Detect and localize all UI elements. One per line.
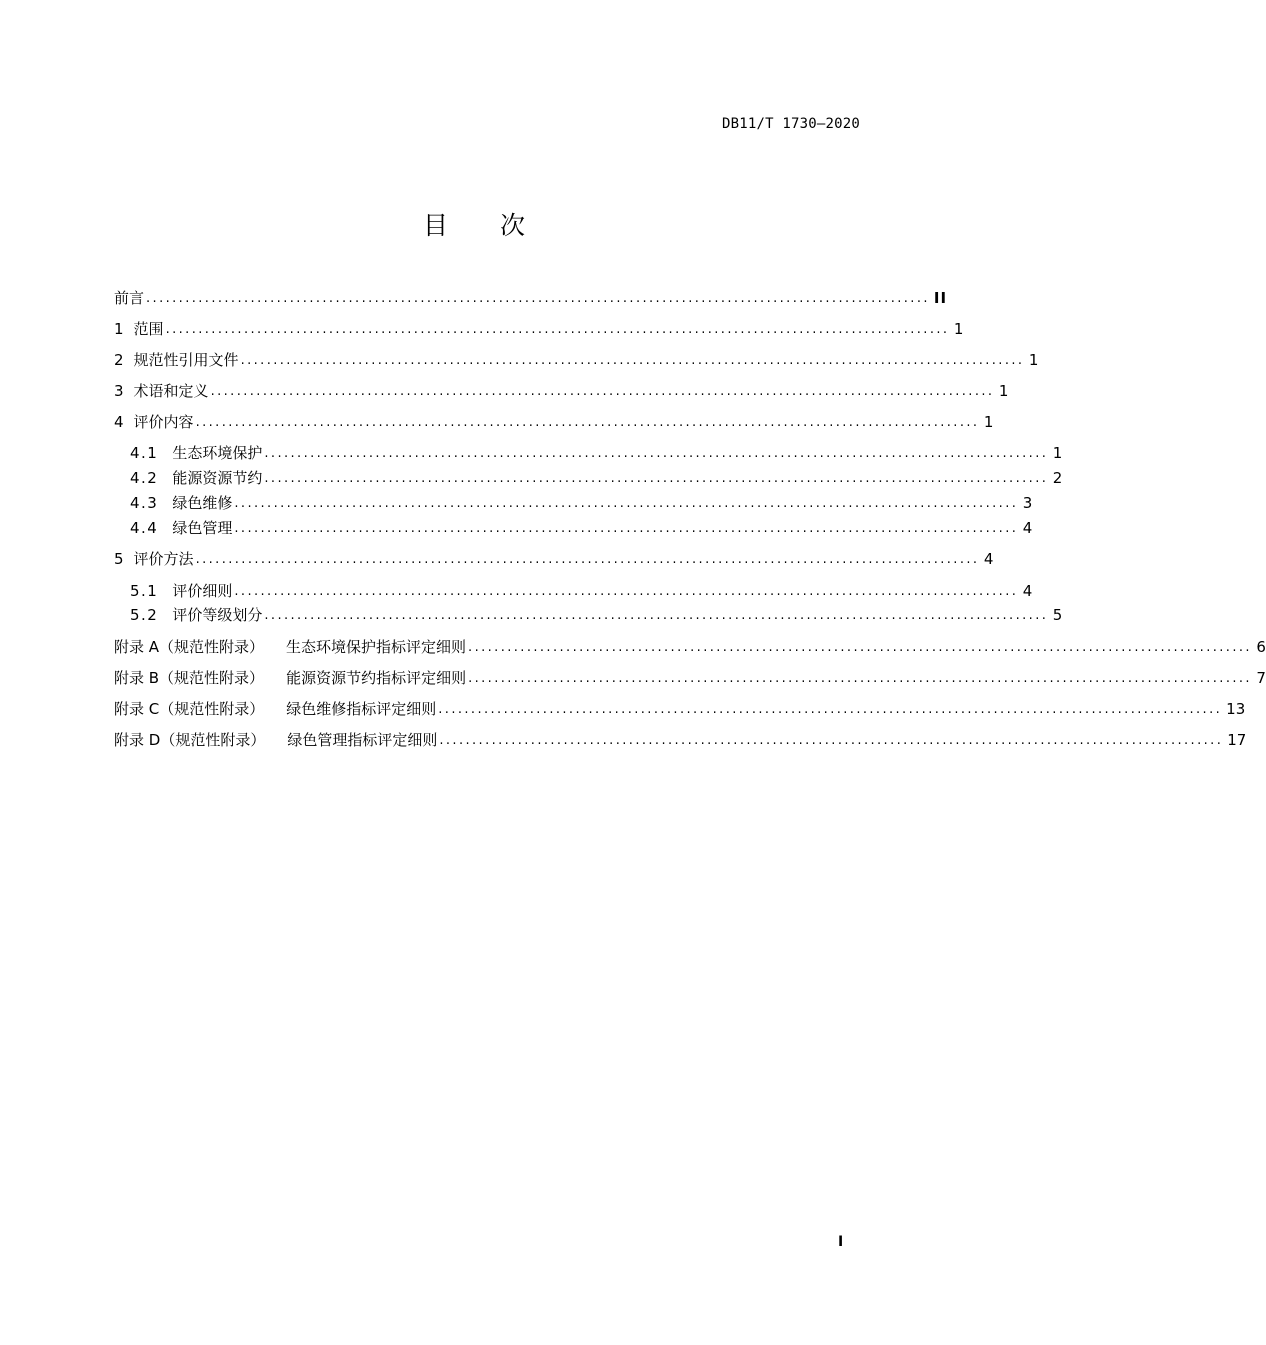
dot-leader: ........................................................................................................................ — [210, 384, 995, 399]
toc-entry-page: 5 — [1052, 606, 1063, 624]
toc-entry-4-2[interactable] — [130, 466, 1063, 490]
toc-entry-number: 5 — [114, 550, 124, 568]
toc-entry-number: 4.3 — [130, 494, 159, 512]
toc-annex-label: 附录 B（规范性附录） — [114, 669, 265, 687]
toc-entry-page: 6 — [1256, 638, 1266, 656]
toc-entry-title: 生态环境保护指标评定细则 — [286, 638, 467, 656]
toc-entry-title: 范围 — [133, 320, 164, 338]
toc-entry-title: 生态环境保护 — [172, 444, 263, 462]
toc-entry-page: 1 — [953, 320, 964, 338]
toc-entry-page: 3 — [1022, 494, 1033, 512]
title-char-1: 目 — [422, 211, 450, 240]
toc-entry-title: 评价内容 — [133, 413, 194, 431]
toc-entry-number: 4.1 — [130, 444, 159, 462]
dot-leader: ........................................................................................................................ — [234, 521, 1019, 536]
toc-entry-number: 2 — [114, 351, 124, 369]
dot-leader: ........................................................................................................................ — [234, 584, 1019, 599]
dot-leader: ........................................................................................................................ — [146, 291, 930, 306]
dot-leader: ........................................................................................................................ — [264, 471, 1049, 486]
toc-entry-5-2[interactable] — [130, 603, 1063, 627]
toc-entry-5-1[interactable] — [130, 579, 1033, 603]
toc-entry-page: 1 — [998, 382, 1009, 400]
toc-entry-title: 绿色管理指标评定细则 — [287, 731, 438, 749]
dot-leader: ........................................................................................................................ — [439, 733, 1224, 748]
toc-entry-page: 1 — [1028, 351, 1039, 369]
toc-entry-annex-a[interactable] — [114, 635, 1266, 659]
toc-entry-title: 前言 — [114, 289, 145, 307]
toc-entry-foreword[interactable] — [114, 286, 948, 310]
toc-entry-title: 绿色维修 — [172, 494, 233, 512]
toc-entry-page: 2 — [1052, 469, 1063, 487]
toc-annex-label: 附录 D（规范性附录） — [114, 731, 266, 749]
dot-leader: ........................................................................................................................ — [468, 640, 1252, 655]
toc-entry-title: 规范性引用文件 — [133, 351, 239, 369]
toc-annex-label: 附录 C（规范性附录） — [114, 700, 265, 718]
toc-entry-title: 评价细则 — [172, 582, 233, 600]
toc-entry-annex-c[interactable] — [114, 697, 1246, 721]
toc-entry-page: 13 — [1226, 700, 1246, 718]
toc-entry-page: 4 — [1022, 582, 1033, 600]
toc-entry-page: II — [933, 289, 948, 307]
title-char-2: 次 — [500, 211, 528, 240]
toc-annex-label: 附录 A（规范性附录） — [114, 638, 265, 656]
dot-leader: ........................................................................................................................ — [264, 446, 1049, 461]
toc-entry-number: 4 — [114, 413, 124, 431]
dot-leader: ........................................................................................................................ — [195, 552, 980, 567]
toc-entry-title: 评价方法 — [133, 550, 194, 568]
page-title — [0, 206, 950, 242]
toc-entry-title: 绿色管理 — [172, 519, 233, 537]
dot-leader: ........................................................................................................................ — [468, 671, 1252, 686]
toc-entry-4-4[interactable] — [130, 516, 1033, 540]
toc-entry-4[interactable] — [114, 410, 994, 434]
dot-leader: ........................................................................................................................ — [240, 353, 1025, 368]
toc-entry-number: 5.1 — [130, 582, 159, 600]
toc-entry-page: 1 — [1052, 444, 1063, 462]
toc-entry-2[interactable] — [114, 348, 1039, 372]
toc-entry-3[interactable] — [114, 379, 1009, 403]
toc-entry-title: 术语和定义 — [133, 382, 209, 400]
dot-leader: ........................................................................................................................ — [165, 322, 950, 337]
toc-entry-page: 4 — [983, 550, 994, 568]
document-code: DB11/T 1730—2020 — [721, 116, 860, 132]
toc-entry-number: 4.2 — [130, 469, 159, 487]
toc-entry-page: 4 — [1022, 519, 1033, 537]
toc-entry-title: 能源资源节约 — [172, 469, 263, 487]
toc-entry-4-1[interactable] — [130, 441, 1063, 465]
toc-entry-annex-b[interactable] — [114, 666, 1266, 690]
toc-entry-page: 17 — [1227, 731, 1247, 749]
toc-entry-title: 绿色维修指标评定细则 — [286, 700, 437, 718]
toc-entry-1[interactable] — [114, 317, 964, 341]
page-number: I — [838, 1234, 844, 1250]
toc-entry-title: 能源资源节约指标评定细则 — [286, 669, 467, 687]
toc-entry-annex-d[interactable] — [114, 728, 1247, 752]
toc-entry-number: 5.2 — [130, 606, 159, 624]
toc-entry-title: 评价等级划分 — [172, 606, 263, 624]
dot-leader: ........................................................................................................................ — [438, 702, 1223, 717]
toc-entry-number: 1 — [114, 320, 124, 338]
toc-entry-4-3[interactable] — [130, 491, 1033, 515]
dot-leader: ........................................................................................................................ — [264, 608, 1049, 623]
toc-entry-page: 1 — [983, 413, 994, 431]
dot-leader: ........................................................................................................................ — [234, 496, 1019, 511]
toc-entry-5[interactable] — [114, 547, 994, 571]
toc-entry-page: 7 — [1256, 669, 1266, 687]
toc-entry-number: 4.4 — [130, 519, 159, 537]
toc-entry-number: 3 — [114, 382, 124, 400]
dot-leader: ........................................................................................................................ — [195, 415, 980, 430]
